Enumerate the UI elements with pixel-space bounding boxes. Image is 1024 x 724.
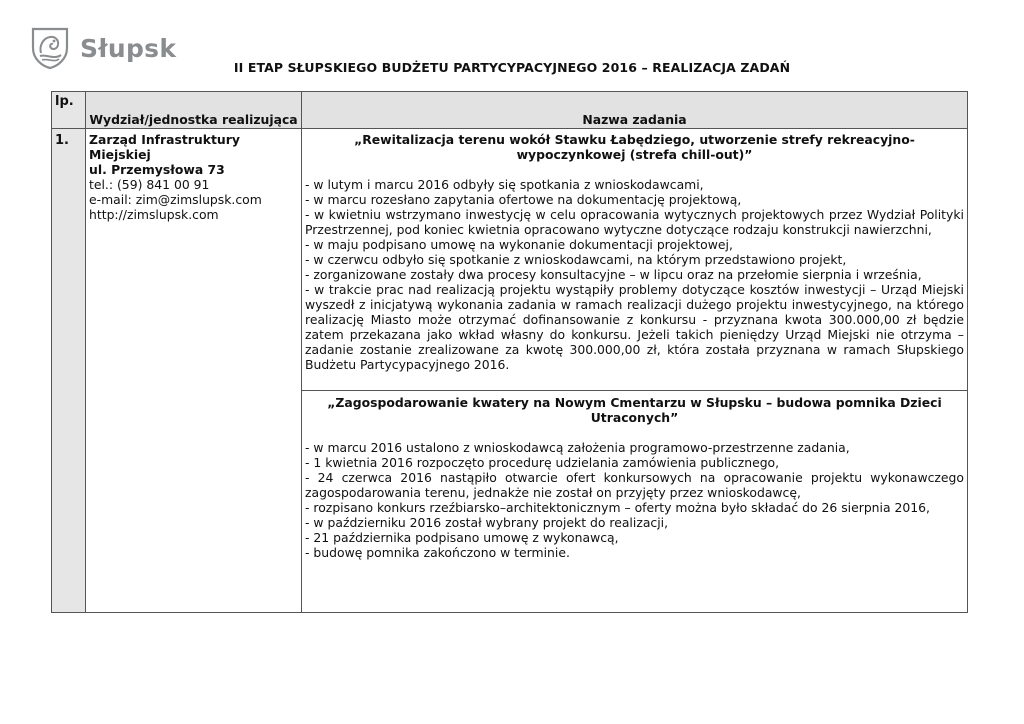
- unit-name: Zarząd Infrastruktury Miejskiej: [89, 132, 240, 162]
- logo-text: Słupsk: [80, 33, 177, 63]
- list-item: - 21 października podpisano umowę z wykonawcą,: [305, 530, 619, 545]
- list-item: - w kwietniu wstrzymano inwestycję w celu opracowania wytycznych projektowych przez Wydział Polityki Przestrzennej, pod koniec kwietnia opracowano wytyczne dotyczące rodzaju konstrukcji nawierzchni,: [305, 207, 964, 237]
- list-item: - w trakcie prac nad realizacją projektu wystąpiły problemy dotyczące kosztów inwestycji – Urząd Miejski wyszedł z inicjatywą wykonania zadania w ramach realizacji dużego projektu inwestycyjnego, na którego realizację Miasto może otrzymać dofinansowanie z konkursu - przyznana kwota 300.000,00 zł będzie zatem przekazana jako wkład własny do konkursu. Jeżeli takich pieniędzy Urząd Miejski nie otrzyma – zadanie zostanie zrealizowane za kwotę 300.000,00 zł, która została przyznana w ramach Słupskiego Budżetu Partycypacyjnego 2016.: [305, 282, 964, 372]
- list-item: - budowę pomnika zakończono w terminie.: [305, 545, 570, 560]
- column-header-task-name: Nazwa zadania: [302, 92, 968, 129]
- list-item: - w marcu 2016 ustalono z wnioskodawcą założenia programowo-przestrzenne zadania,: [305, 440, 850, 455]
- task-progress-list: [305, 177, 964, 372]
- column-header-unit: Wydział/jednostka realizująca: [86, 92, 302, 129]
- table-header-row: [52, 92, 968, 129]
- list-item: - zorganizowane zostały dwa procesy konsultacyjne – w lipcu oraz na przełomie sierpnia i września,: [305, 267, 922, 282]
- task-progress-list: [305, 440, 964, 560]
- task-cell-pomnik: [302, 391, 968, 613]
- task-title: „Zagospodarowanie kwatery na Nowym Cmentarzu w Słupsku – budowa pomnika Dzieci Utraconych”: [327, 395, 942, 425]
- list-item: - w marcu rozesłano zapytania ofertowe na dokumentację projektową,: [305, 192, 742, 207]
- task-cell-stawek: [302, 129, 968, 391]
- unit-email: e-mail: zim@zimslupsk.com: [89, 192, 262, 207]
- table-row: [52, 129, 968, 391]
- list-item: - w lutym i marcu 2016 odbyły się spotkania z wnioskodawcami,: [305, 177, 704, 192]
- column-header-lp: lp.: [52, 92, 86, 129]
- task-title: „Rewitalizacja terenu wokół Stawku Łabędziego, utworzenie strefy rekreacyjno-wypoczynkowej (strefa chill-out)”: [354, 132, 915, 162]
- page-title: II ETAP SŁUPSKIEGO BUDŻETU PARTYCYPACYJNEGO 2016 – REALIZACJA ZADAŃ: [233, 60, 791, 75]
- unit-cell: [86, 129, 302, 613]
- list-item: - w czerwcu odbyło się spotkanie z wnioskodawcami, na którym przedstawiono projekt,: [305, 252, 847, 267]
- unit-phone: tel.: (59) 841 00 91: [89, 177, 210, 192]
- row-number: 1.: [52, 129, 86, 613]
- list-item: - rozpisano konkurs rzeźbiarsko–architektonicznym – oferty można było składać do 26 sierpnia 2016,: [305, 500, 930, 515]
- list-item: - 1 kwietnia 2016 rozpoczęto procedurę udzielania zamówienia publicznego,: [305, 455, 780, 470]
- tasks-table: [51, 91, 968, 613]
- unit-address: ul. Przemysłowa 73: [89, 162, 225, 177]
- list-item: - w maju podpisano umowę na wykonanie dokumentacji projektowej,: [305, 237, 733, 252]
- list-item: - w październiku 2016 został wybrany projekt do realizacji,: [305, 515, 669, 530]
- unit-website: http://zimslupsk.com: [89, 207, 219, 222]
- list-item: - 24 czerwca 2016 nastąpiło otwarcie ofert konkursowych na opracowanie projektu wykonawczego zagospodarowania terenu, jednakże nie został on przyjęty przez wnioskodawcę,: [305, 470, 964, 500]
